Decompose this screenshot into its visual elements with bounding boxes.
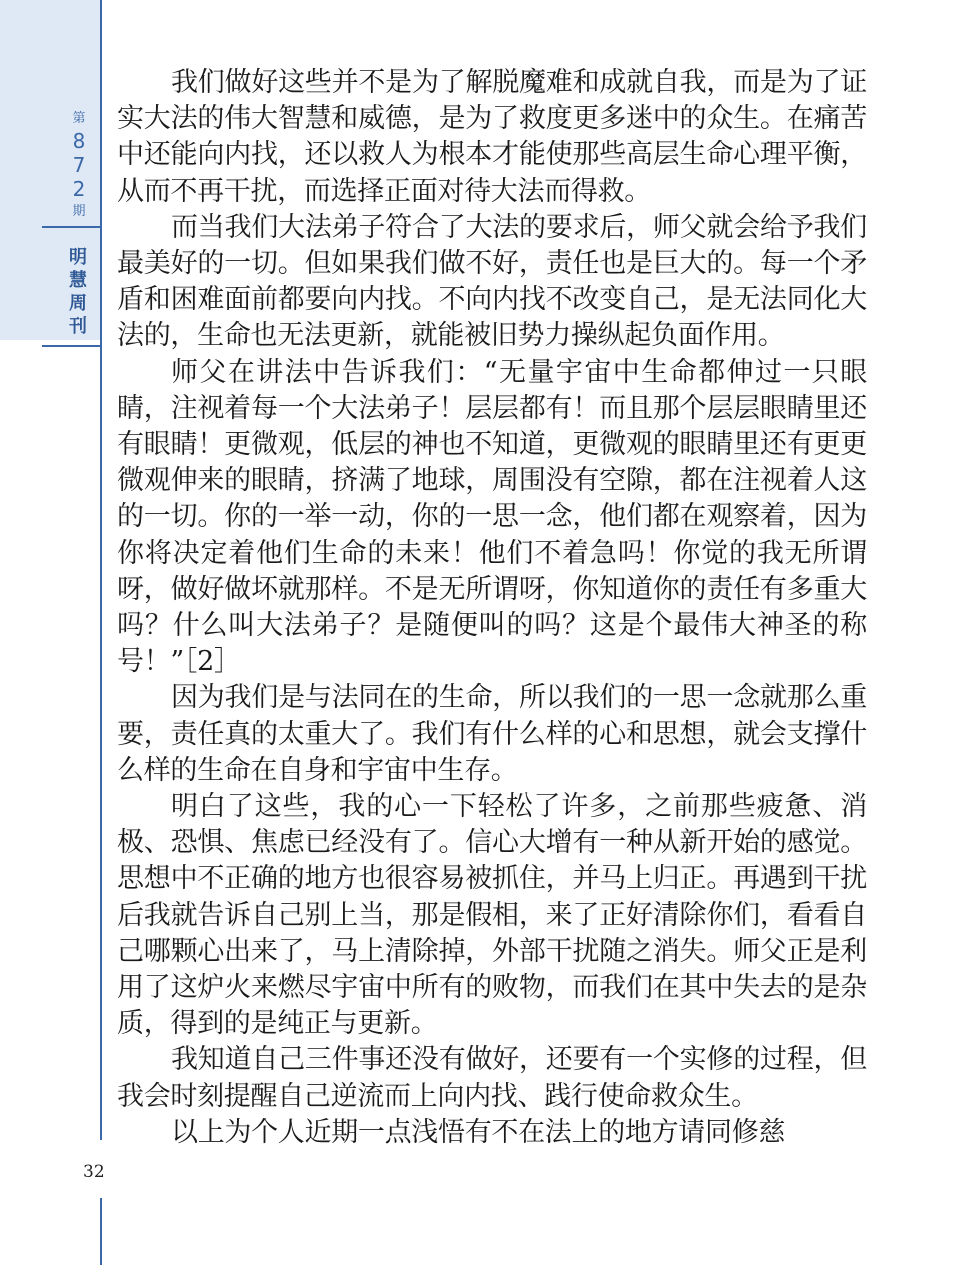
paragraph: 明白了这些，我的心一下轻松了许多，之前那些疲惫、消极、恐惧、焦虑已经没有了。信心大增有一种从新开始的感觉。思想中不正确的地方也很容易被抓住，并马上归正。再遇到干扰后我就告诉自己别上当，那是假相，来了正好清除你们，看看自己哪颗心出来了，马上清除掉，外部干扰随之消失。师父正是利用了这炉火来燃尽宇宙中所有的败物，而我们在其中失去的是杂质，得到的是纯正与更新。 <box>117 791 867 1040</box>
sidebar-divider-bottom <box>42 345 100 347</box>
brand-char: 明 <box>69 247 87 268</box>
vertical-rule-bottom <box>100 1198 102 1265</box>
brand-char: 刊 <box>69 316 87 337</box>
brand-char: 周 <box>69 293 87 314</box>
paragraph: 师父在讲法中告诉我们：“无量宇宙中生命都伸过一只眼睛，注视着每一个大法弟子！层层都有！而且那个层层眼睛里还有眼睛！更微观，低层的神也不知道，更微观的眼睛里还有更更微观伸来的眼睛，挤满了地球，周围没有空隙，都在注视着人这的一切。你的一举一动，你的一思一念，他们都在观察着，因为你将决定着他们生命的未来！他们不着急吗！你觉的我无所谓呀，做好做坏就那样。不是无所谓呀，你知道你的责任有多重大吗？什么叫大法弟子？是随便叫的吗？这是个最伟大神圣的称号！”［2］ <box>117 356 867 678</box>
issue-suffix: 期 <box>72 204 86 219</box>
issue-digit: 2 <box>72 177 86 201</box>
issue-number <box>58 112 100 218</box>
sidebar-divider-top <box>42 226 100 228</box>
page-number: 32 <box>83 1162 105 1182</box>
paragraph: 我知道自己三件事还没有做好，还要有一个实修的过程，但我会时刻提醒自己逆流而上向内找、践行使命救众生。 <box>117 1044 867 1112</box>
paragraph: 因为我们是与法同在的生命，所以我们的一思一念就那么重要，责任真的太重大了。我们有什么样的心和思想，就会支撑什么样的生命在自身和宇宙中生存。 <box>117 682 867 786</box>
issue-prefix: 第 <box>72 111 86 126</box>
brand-char: 慧 <box>69 270 87 291</box>
article-body <box>117 65 867 1151</box>
paragraph: 而当我们大法弟子符合了大法的要求后，师父就会给予我们最美好的一切。但如果我们做不好，责任也是巨大的。每一个矛盾和困难面前都要向内找。不向内找不改变自己，是无法同化大法的，生命也无法更新，就能被旧势力操纵起负面作用。 <box>117 211 867 352</box>
paragraph: 我们做好这些并不是为了解脱魔难和成就自我，而是为了证实大法的伟大智慧和威德，是为了救度更多迷中的众生。在痛苦中还能向内找，还以救人为根本才能使那些高层生命心理平衡，从而不再干扰，而选择正面对待大法而得救。 <box>117 67 867 207</box>
publication-brand <box>62 246 94 338</box>
issue-digit: 7 <box>72 153 86 177</box>
vertical-rule <box>100 0 102 1140</box>
issue-digit: 8 <box>72 129 86 153</box>
paragraph: 以上为个人近期一点浅悟有不在法上的地方请同修慈 <box>171 1116 786 1148</box>
